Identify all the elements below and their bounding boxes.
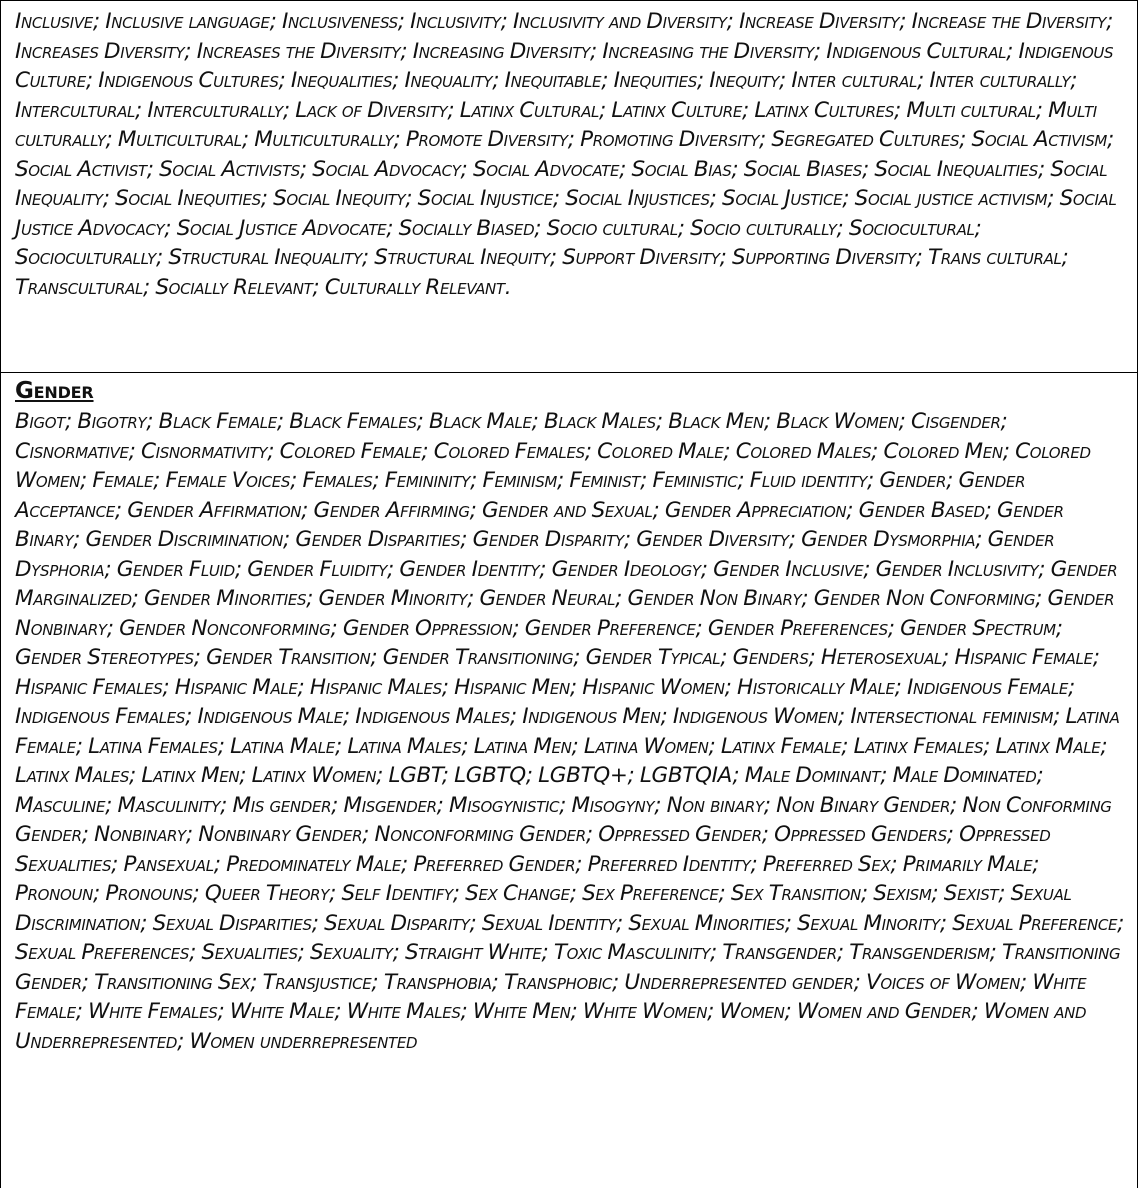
gender-section-cell	[1, 373, 1137, 1056]
gender-terms-text: Bigot; Bigotry; Black Female; Black Females; Black Male; Black Males; Black Men; Black Women; Cisgender; Cisnormative; Cisnormativity; Colored Female; Colored Females; Colored Male; Colored Males; Colored Men; Colored Women; Female; Female Voices; Females; Femininity; Feminism; Feminist; Feministic; Fluid identity; Gender; Gender Acceptance; Gender Affirmation; Gender Affirming; Gender and Sexual; Gender Appreciation; Gender Based; Gender Binary; Gender Discrimination; Gender Disparities; Gender Disparity; Gender Diversity; Gender Dysmorphia; Gender Dysphoria; Gender Fluid; Gender Fluidity; Gender Identity; Gender Ideology; Gender Inclusive; Gender Inclusivity; Gender Marginalized; Gender Minorities; Gender Minority; Gender Neural; Gender Non Binary; Gender Non Conforming; Gender Nonbinary; Gender Nonconforming; Gender Oppression; Gender Preference; Gender Preferences; Gender Spectrum; Gender Stereotypes; Gender Transition; Gender Transitioning; Gender Typical; Genders; Heterosexual; Hispanic Female; Hispanic Females; Hispanic Male; Hispanic Males; Hispanic Men; Hispanic Women; Historically Male; Indigenous Female; Indigenous Females; Indigenous Male; Indigenous Males; Indigenous Men; Indigenous Women; Intersectional feminism; Latina Female; Latina Females; Latina Male; Latina Males; Latina Men; Latina Women; Latinx Female; Latinx Females; Latinx Male; Latinx Males; Latinx Men; Latinx Women; LGBT; LGBTQ; LGBTQ+; LGBTQIA; Male Dominant; Male Dominated; Masculine; Masculinity; Mis gender; Misgender; Misogynistic; Misogyny; Non binary; Non Binary Gender; Non Conforming Gender; Nonbinary; Nonbinary Gender; Nonconforming Gender; Oppressed Gender; Oppressed Genders; Oppressed Sexualities; Pansexual; Predominately Male; Preferred Gender; Preferred Identity; Preferred Sex; Primarily Male; Pronoun; Pronouns; Queer Theory; Self Identify; Sex Change; Sex Preference; Sex Transition; Sexism; Sexist; Sexual Discrimination; Sexual Disparities; Sexual Disparity; Sexual Identity; Sexual Minorities; Sexual Minority; Sexual Preference; Sexual Preferences; Sexualities; Sexuality; Straight White; Toxic Masculinity; Transgender; Transgenderism; Transitioning Gender; Transitioning Sex; Transjustice; Transphobia; Transphobic; Underrepresented gender; Voices of Women; White Female; White Females; White Male; White Males; White Men; White Women; Women; Women and Gender; Women and Underrepresented; Women underrepresented	[15, 409, 1125, 1054]
diversity-terms-cell	[1, 0, 1137, 373]
gender-heading: Gender	[15, 378, 94, 404]
diversity-terms-text: Inclusive; Inclusive language; Inclusiveness; Inclusivity; Inclusivity and Diversity; Increase Diversity; Increase the Diversity; Increases Diversity; Increases the Diversity; Increasing Diversity; Increasing the Diversity; Indigenous Cultural; Indigenous Culture; Indigenous Cultures; Inequalities; Inequality; Inequitable; Inequities; Inequity; Inter cultural; Inter culturally; Intercultural; Interculturally; Lack of Diversity; Latinx Cultural; Latinx Culture; Latinx Cultures; Multi cultural; Multi culturally; Multicultural; Multiculturally; Promote Diversity; Promoting Diversity; Segregated Cultures; Social Activism; Social Activist; Social Activists; Social Advocacy; Social Advocate; Social Bias; Social Biases; Social Inequalities; Social Inequality; Social Inequities; Social Inequity; Social Injustice; Social Injustices; Social Justice; Social justice activism; Social Justice Advocacy; Social Justice Advocate; Socially Biased; Socio cultural; Socio culturally; Sociocultural; Socioculturally; Structural Inequality; Structural Inequity; Support Diversity; Supporting Diversity; Trans cultural; Transcultural; Socially Relevant; Culturally Relevant.	[15, 9, 1117, 300]
